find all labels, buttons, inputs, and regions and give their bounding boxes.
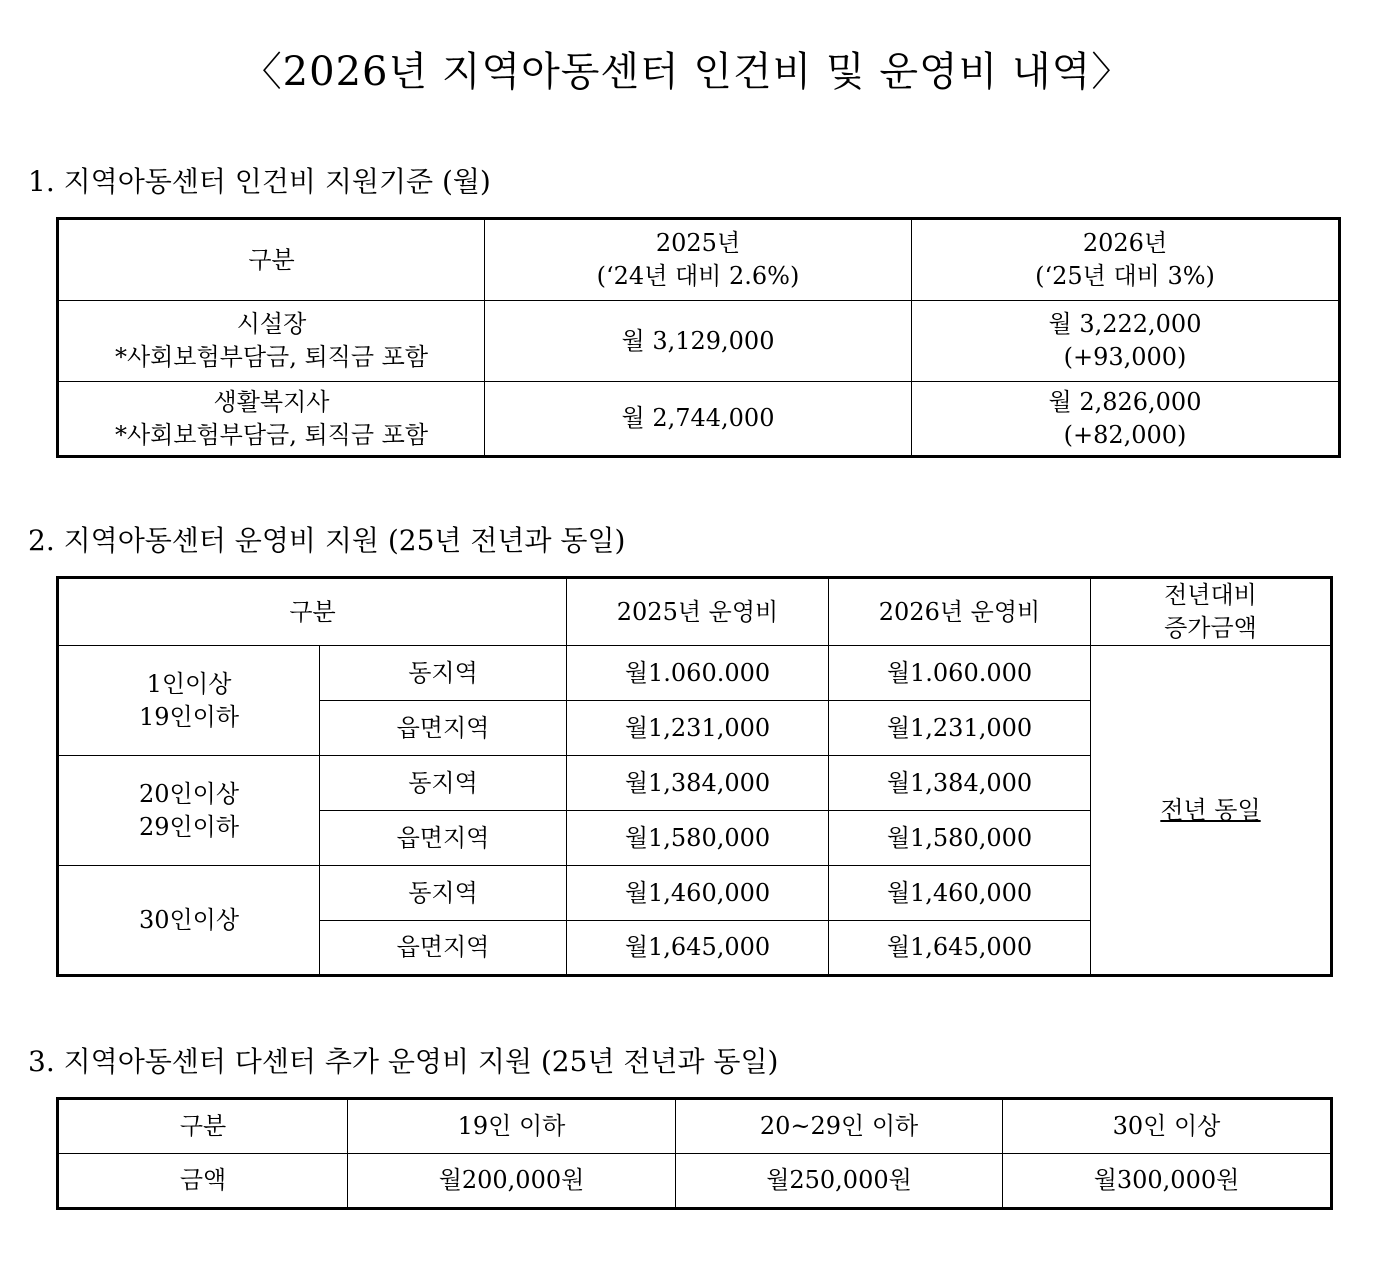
table-header-row bbox=[58, 219, 1340, 301]
value-2025: 월 3,129,000 bbox=[485, 301, 912, 382]
row-label-title: 생활복지사 bbox=[213, 387, 330, 416]
group-label-line1: 30인이상 bbox=[138, 905, 240, 934]
value-2026 bbox=[912, 301, 1340, 382]
amount-tier2: 월250,000원 bbox=[676, 1154, 1003, 1209]
group-label bbox=[58, 756, 320, 866]
table-header-row bbox=[58, 578, 1332, 646]
value-2026: 월1,645,000 bbox=[829, 921, 1091, 976]
region-cell: 읍면지역 bbox=[320, 811, 567, 866]
value-2026-amount: 월 3,222,000 bbox=[1048, 310, 1202, 338]
section2-heading: 2. 지역아동센터 운영비 지원 (25년 전년과 동일) bbox=[28, 524, 626, 557]
value-2026: 월1.060.000 bbox=[829, 646, 1091, 701]
value-2025: 월1,580,000 bbox=[567, 811, 829, 866]
value-2026: 월1,384,000 bbox=[829, 756, 1091, 811]
group-label-line1: 1인이상 bbox=[146, 669, 232, 698]
header-2025-year: 2025년 bbox=[655, 229, 741, 257]
value-2026 bbox=[912, 382, 1340, 457]
group-label bbox=[58, 866, 320, 976]
page-title: 〈2026년 지역아동센터 인건비 및 운영비 내역〉 bbox=[241, 49, 1133, 95]
header-category: 구분 bbox=[58, 578, 567, 646]
value-2025: 월1,645,000 bbox=[567, 921, 829, 976]
value-2026: 월1,231,000 bbox=[829, 701, 1091, 756]
header-2026-year: 2026년 bbox=[1082, 229, 1168, 257]
header-tier3: 30인 이상 bbox=[1003, 1099, 1332, 1154]
section1-heading: 1. 지역아동센터 인건비 지원기준 (월) bbox=[28, 165, 491, 198]
region-cell: 동지역 bbox=[320, 646, 567, 701]
personnel-cost-table bbox=[56, 217, 1341, 458]
value-2025: 월 2,744,000 bbox=[485, 382, 912, 457]
region-cell: 읍면지역 bbox=[320, 921, 567, 976]
row-label bbox=[58, 382, 485, 457]
header-2025: 2025년 운영비 bbox=[567, 578, 829, 646]
increase-value: 전년 동일 bbox=[1160, 795, 1261, 824]
value-2026-diff: (+93,000) bbox=[1063, 343, 1187, 371]
table-header-row bbox=[58, 1099, 1332, 1154]
value-2026-amount: 월 2,826,000 bbox=[1048, 387, 1202, 416]
header-increase-line1: 전년대비 bbox=[1164, 581, 1257, 609]
value-2026-diff: (+82,000) bbox=[1063, 420, 1187, 449]
header-tier1: 19인 이하 bbox=[348, 1099, 676, 1154]
operating-cost-table bbox=[56, 576, 1333, 977]
value-2025: 월1.060.000 bbox=[567, 646, 829, 701]
header-increase-line2: 증가금액 bbox=[1164, 614, 1257, 642]
multi-center-table bbox=[56, 1097, 1333, 1210]
region-cell: 읍면지역 bbox=[320, 701, 567, 756]
header-2025 bbox=[485, 219, 912, 301]
amount-tier3: 월300,000원 bbox=[1003, 1154, 1332, 1209]
region-cell: 동지역 bbox=[320, 866, 567, 921]
table-row bbox=[58, 382, 1340, 457]
row-label-note: *사회보험부담금, 퇴직금 포함 bbox=[114, 343, 429, 371]
header-category: 구분 bbox=[58, 1099, 348, 1154]
region-cell: 동지역 bbox=[320, 756, 567, 811]
group-label-line1: 20인이상 bbox=[138, 779, 240, 808]
amount-tier1: 월200,000원 bbox=[348, 1154, 676, 1209]
header-tier2: 20~29인 이하 bbox=[676, 1099, 1003, 1154]
value-2025: 월1,384,000 bbox=[567, 756, 829, 811]
section3-heading: 3. 지역아동센터 다센터 추가 운영비 지원 (25년 전년과 동일) bbox=[28, 1045, 779, 1078]
row-label-title: 시설장 bbox=[236, 310, 307, 338]
group-label bbox=[58, 646, 320, 756]
row-label-note: *사회보험부담금, 퇴직금 포함 bbox=[114, 420, 429, 449]
value-2026: 월1,460,000 bbox=[829, 866, 1091, 921]
value-2026: 월1,580,000 bbox=[829, 811, 1091, 866]
header-2025-rate: (‘24년 대비 2.6%) bbox=[596, 262, 800, 290]
group-label-line2: 19인이하 bbox=[138, 702, 240, 731]
row-label: 금액 bbox=[58, 1154, 348, 1209]
header-2026: 2026년 운영비 bbox=[829, 578, 1091, 646]
table-row bbox=[58, 646, 1332, 701]
header-2026 bbox=[912, 219, 1340, 301]
increase-cell bbox=[1091, 646, 1332, 976]
group-label-line2: 29인이하 bbox=[138, 812, 240, 841]
value-2025: 월1,231,000 bbox=[567, 701, 829, 756]
table-row bbox=[58, 301, 1340, 382]
value-2025: 월1,460,000 bbox=[567, 866, 829, 921]
header-2026-rate: (‘25년 대비 3%) bbox=[1035, 262, 1215, 290]
header-category: 구분 bbox=[58, 219, 485, 301]
row-label bbox=[58, 301, 485, 382]
header-increase bbox=[1091, 578, 1332, 646]
table-row bbox=[58, 1154, 1332, 1209]
